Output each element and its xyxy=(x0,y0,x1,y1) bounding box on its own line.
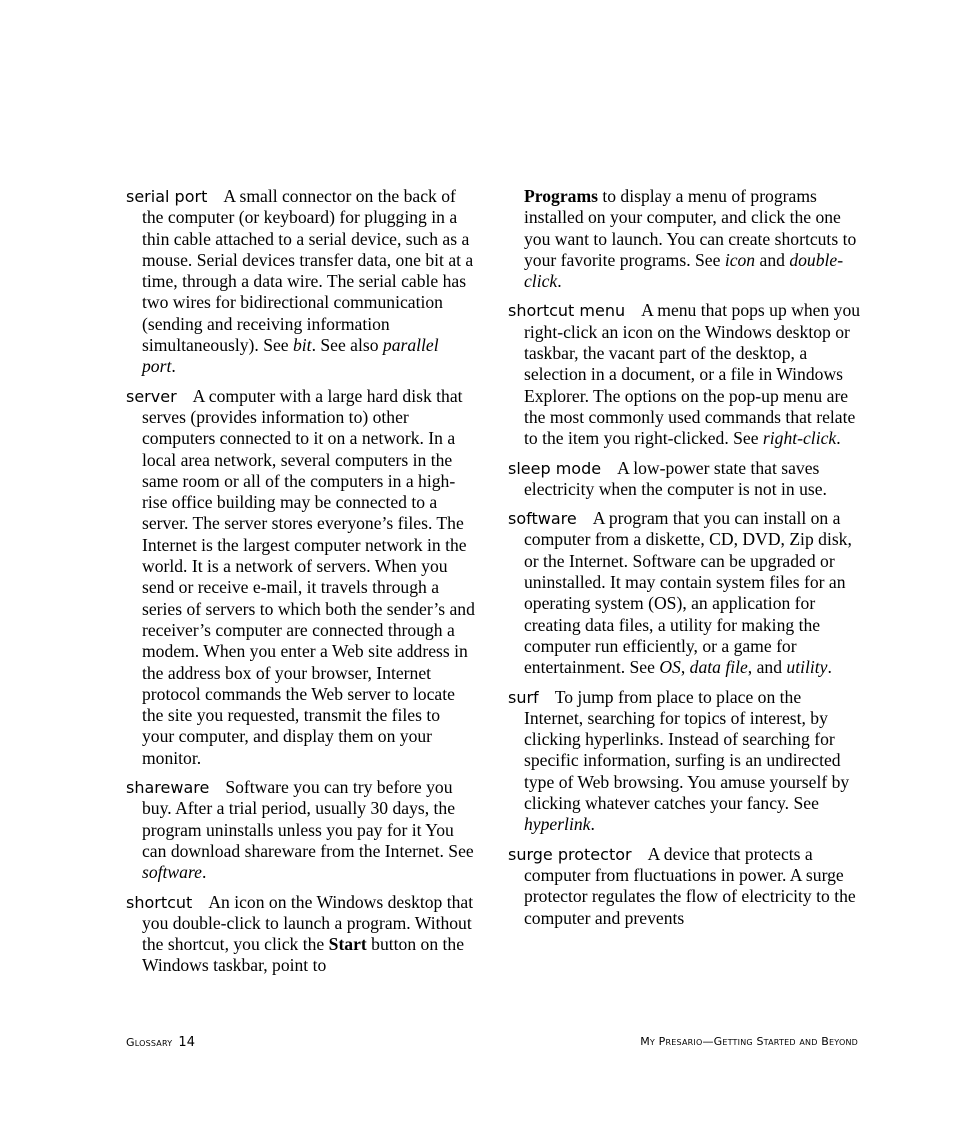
term-serial-port: serial port xyxy=(126,187,208,206)
definition-text: Software you can try before you buy. After a trial period, usually 30 days, the program uninstalls unless you pay for it You can download shareware from the Internet. See xyxy=(142,777,474,861)
left-column xyxy=(126,186,476,985)
right-column xyxy=(508,186,864,937)
definition-text: , and xyxy=(747,657,787,678)
cross-reference: data file xyxy=(689,657,748,678)
definition-text: . xyxy=(171,356,176,377)
cross-reference: utility xyxy=(786,657,828,678)
cross-reference: software xyxy=(142,862,202,883)
definition-text: A device that protects a computer from fluctuations in power. A surge protector regulates the flow of electricity to the computer and prevents xyxy=(524,843,856,928)
cross-reference: right-click xyxy=(762,428,837,449)
definition-text: An icon on the Windows desktop that you double-click to launch a program. Without the shortcut, you click the xyxy=(142,891,474,955)
footer-book-title: My Presario—Getting Started and Beyond xyxy=(640,1035,858,1048)
term-sleep-mode: sleep mode xyxy=(508,458,602,478)
ui-label: Start xyxy=(328,934,367,955)
cross-reference: bit xyxy=(293,335,312,356)
term-shareware: shareware xyxy=(126,778,210,798)
entry-server xyxy=(126,386,476,769)
definition-text: . See also xyxy=(311,335,383,356)
term-surge-protector: surge protector xyxy=(508,844,632,864)
definition-text: and xyxy=(755,249,790,270)
term-shortcut-menu: shortcut menu xyxy=(508,301,626,321)
term-shortcut: shortcut xyxy=(126,892,193,912)
cross-reference: parallel port xyxy=(142,335,439,377)
definition-text: A program that you can install on a computer from a diskette, CD, DVD, Zip disk, or the Internet. Software can be upgraded or uninstalled. It may contain system files for an operating system (OS), an application for creating data files, a utility for making the computer run efficiently, or a game for entertainment. See xyxy=(524,508,852,678)
definition-text: A low-power state that saves electricity when the computer is not in use. xyxy=(524,457,827,499)
entry-serial-port xyxy=(126,186,476,378)
entry-shortcut-menu xyxy=(508,300,864,449)
entry-shortcut-continued xyxy=(508,186,864,292)
footer-section-label: Glossary xyxy=(126,1036,173,1049)
page-number: 14 xyxy=(178,1035,196,1050)
definition-text: A menu that pops up when you right-click an icon on the Windows desktop or taskbar, the vacant part of the desktop, a selection in a document, or a file in Windows Explorer. The options on the pop-up menu are the most commonly used commands that relate to the item you right-clicked. See xyxy=(524,300,861,449)
definition-text: . xyxy=(590,814,595,835)
definition-text: . xyxy=(827,657,832,678)
definition-text: , xyxy=(680,657,690,678)
term-surf: surf xyxy=(508,687,539,707)
definition-text: . xyxy=(557,271,562,292)
definition-text: . xyxy=(836,428,841,449)
cross-reference: OS xyxy=(659,657,681,678)
cross-reference: icon xyxy=(724,249,756,270)
entry-surf xyxy=(508,687,864,836)
ui-label: Programs xyxy=(524,186,598,206)
term-software: software xyxy=(508,509,577,529)
definition-text: button on the Windows taskbar, point to xyxy=(142,934,465,976)
term-server: server xyxy=(126,386,177,406)
footer-left xyxy=(126,1035,195,1050)
entry-shareware xyxy=(126,777,476,883)
entry-sleep-mode xyxy=(508,458,864,501)
definition-text: . xyxy=(201,862,207,883)
definition-text: To jump from place to place on the Internet, searching for topics of interest, by clicking hyperlinks. Instead of searching for specific information, surfing is an undirected type of Web browsing. You amuse yourself by clicking whatever catches your fancy. See xyxy=(524,686,850,814)
entry-surge-protector xyxy=(508,844,864,929)
entry-shortcut xyxy=(126,892,476,977)
cross-reference: double-click xyxy=(524,249,844,292)
entry-software xyxy=(508,508,864,678)
definition-text: to display a menu of programs installed on your computer, and click the one you want to launch. You can create shortcuts to your favorite programs. See xyxy=(524,186,857,270)
definition-text: A small connector on the back of the computer (or keyboard) for plugging in a thin cable attached to a serial device, such as a mouse. Serial devices transfer data, one bit at a time, through a data wire. The serial cable has two wires for bidirectional communication (sending and receiving information simultaneously). See xyxy=(142,186,474,356)
cross-reference: hyperlink xyxy=(524,814,591,835)
definition-text: A computer with a large hard disk that serves (provides information to) other computers connected to it on a network. In a local area network, several computers in the same room or all of the computers in a high-rise office building may be connected to a server. The server stores everyone’s files. The Internet is the largest computer network in the world. It is a network of servers. When you send or receive e-mail, it travels through a series of servers to which both the sender’s and receiver’s computer are connected through a modem. When you enter a Web site address in the address box of your browser, Internet protocol commands the Web server to locate the site you requested, transmit the files to your computer, and display them on your monitor. xyxy=(142,385,475,768)
